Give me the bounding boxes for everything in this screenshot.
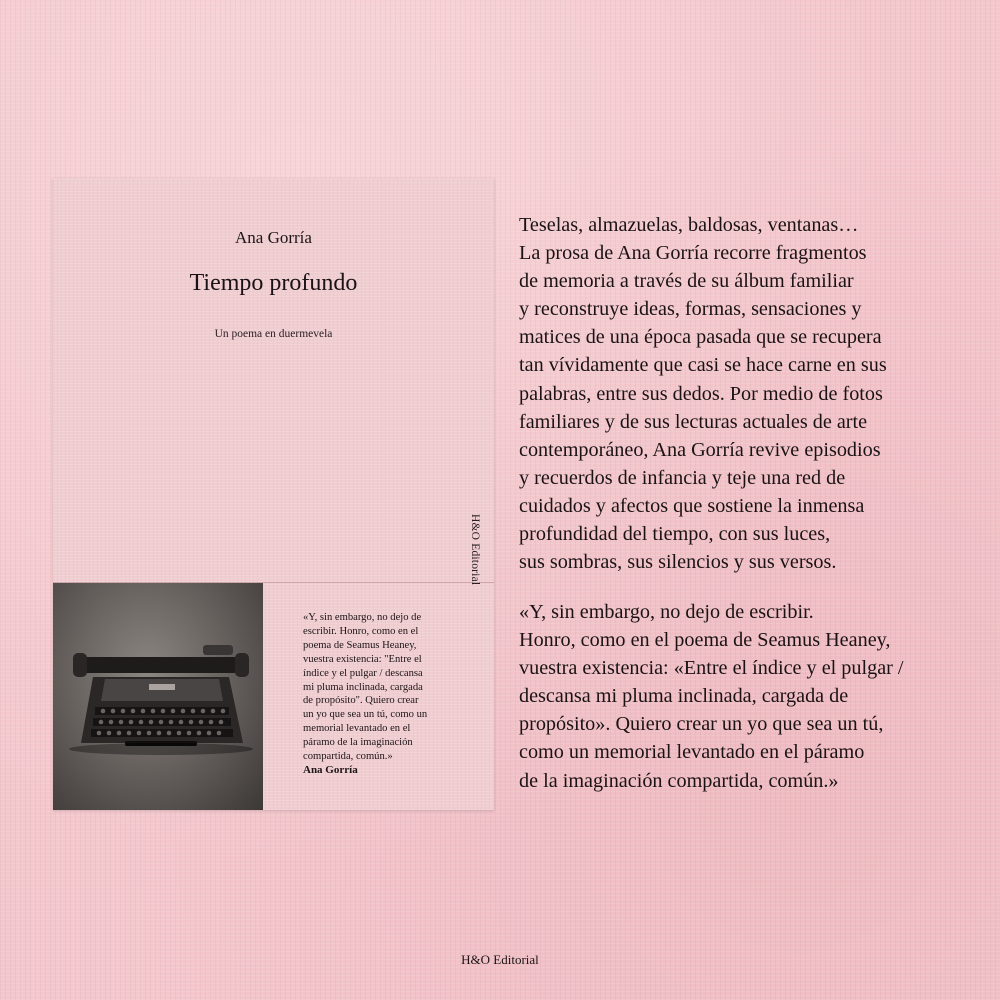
quote-line: un yo que sea un tú, como un: [303, 709, 428, 721]
book-author: Ana Gorría: [235, 228, 312, 247]
quote-line: de propósito". Quiero crear: [303, 695, 419, 707]
quote-line: Honro, como en el poema de Seamus Heaney,: [519, 629, 891, 652]
description-line: y reconstruye ideas, formas, sensaciones y: [519, 298, 862, 321]
book-description: [519, 211, 989, 576]
description-line: La prosa de Ana Gorría recorre fragmentos: [519, 242, 867, 265]
description-line: familiares y de sus lecturas actuales de arte: [519, 410, 868, 433]
author-quote: [519, 598, 994, 795]
book-title: Tiempo profundo: [189, 270, 358, 296]
quote-line: poema de Seamus Heaney,: [303, 639, 417, 651]
typewriter-icon: [53, 583, 263, 810]
description-line: matices de una época pasada que se recupera: [519, 326, 882, 349]
quote-line: páramo de la imaginación: [303, 737, 413, 749]
quote-line: propósito». Quiero crear un yo que sea un tú,: [519, 713, 884, 736]
description-line: contemporáneo, Ana Gorría revive episodios: [519, 438, 881, 461]
quote-line: vuestra existencia: "Entre el: [303, 653, 422, 665]
book-subtitle: Un poema en duermevela: [214, 328, 333, 340]
quote-line: descansa mi pluma inclinada, cargada de: [519, 685, 849, 708]
quote-line: índice y el pulgar / descansa: [303, 667, 423, 679]
quote-author: Ana Gorría: [303, 763, 358, 776]
quote-line: como un memorial levantado en el páramo: [519, 741, 865, 764]
description-line: y recuerdos de infancia y teje una red de: [519, 466, 846, 489]
quote-line: de la imaginación compartida, común.»: [519, 769, 839, 792]
typewriter-photo: [53, 583, 263, 810]
description-line: palabras, entre sus dedos. Por medio de fotos: [519, 382, 883, 405]
description-line: sus sombras, sus silencios y sus versos.: [519, 551, 837, 574]
quote-line: mi pluma inclinada, cargada: [303, 681, 423, 693]
quote-line: memorial levantado en el: [303, 723, 411, 735]
quote-line: vuestra existencia: «Entre el índice y el pulgar /: [519, 657, 904, 680]
description-line: de memoria a través de su álbum familiar: [519, 270, 854, 293]
description-line: cuidados y afectos que sostiene la inmensa: [519, 494, 865, 517]
back-cover-quote: [303, 611, 481, 778]
description-line: profundidad del tiempo, con sus luces,: [519, 523, 831, 546]
quote-line: «Y, sin embargo, no dejo de: [303, 612, 422, 623]
book-publisher-vertical: H&O Editorial: [469, 514, 481, 586]
quote-line: «Y, sin embargo, no dejo de escribir.: [519, 601, 814, 623]
description-line: Teselas, almazuelas, baldosas, ventanas…: [519, 214, 859, 236]
publisher-footer: H&O Editorial: [461, 952, 539, 967]
book-cover: [53, 178, 494, 810]
quote-line: compartida, común.»: [303, 751, 393, 763]
quote-line: escribir. Honro, como en el: [303, 625, 419, 637]
description-line: tan vívidamente que casi se hace carne en sus: [519, 354, 887, 377]
